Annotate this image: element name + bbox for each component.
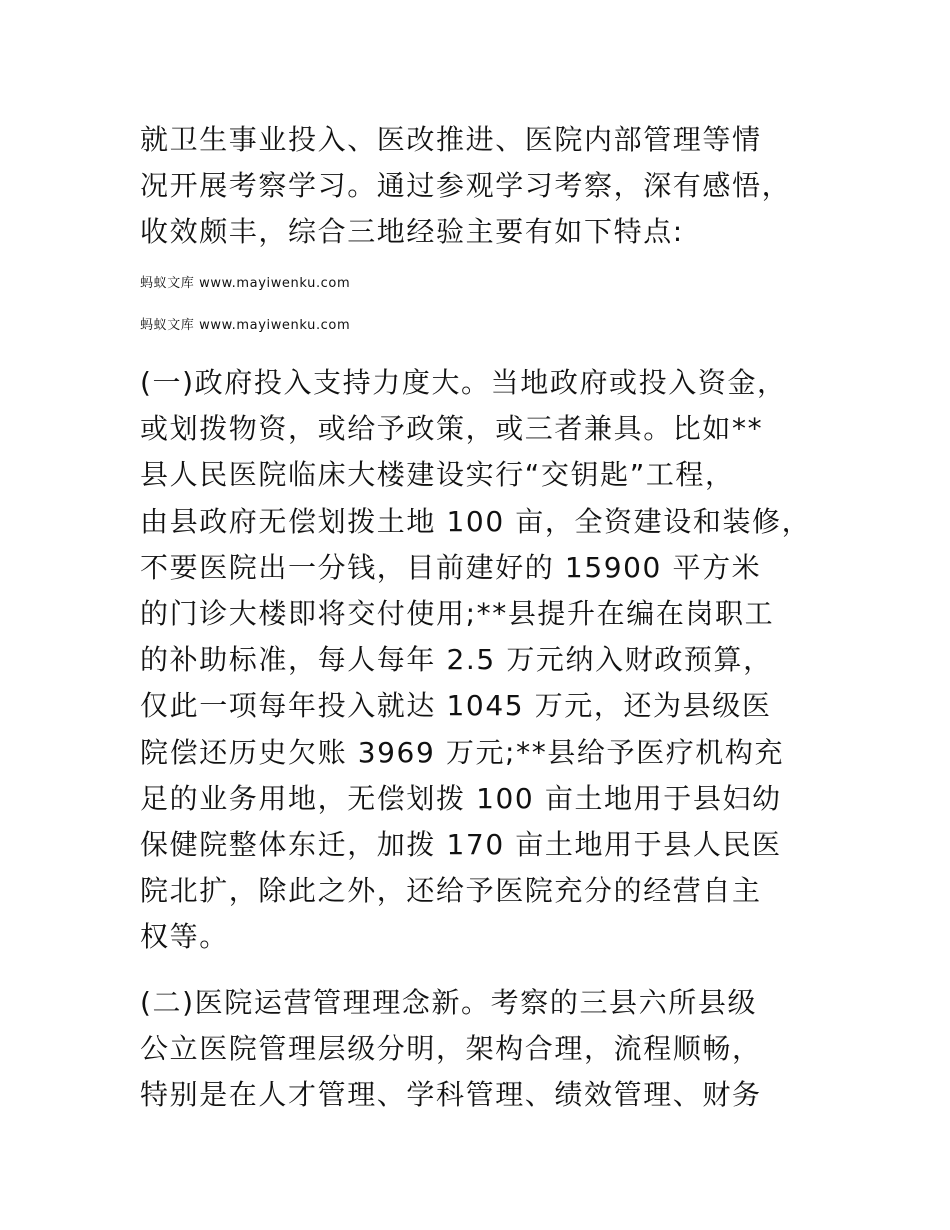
intro-line-3: 收效颇丰，综合三地经验主要有如下特点: bbox=[140, 215, 684, 248]
watermark-text: 蚂蚁文库 www.mayiwenku.com bbox=[140, 318, 351, 333]
section1-line-2: 或划拨物资，或给予政策，或三者兼具。比如** bbox=[140, 412, 764, 445]
watermark-text: 蚂蚁文库 www.mayiwenku.com bbox=[140, 276, 351, 291]
section1-line-6: 的门诊大楼即将交付使用;**县提升在编在岗职工 bbox=[140, 597, 775, 630]
section1-line-10: 足的业务用地，无偿划拨 100 亩土地用于县妇幼 bbox=[140, 782, 782, 815]
section1-line-4: 由县政府无偿划拨土地 100 亩，全资建设和装修， bbox=[140, 505, 812, 538]
intro-line-1: 就卫生事业投入、医改推进、医院内部管理等情 bbox=[140, 123, 762, 156]
intro-line-2: 况开展考察学习。通过参观学习考察，深有感悟， bbox=[140, 169, 792, 202]
section2-line-3: 特别是在人才管理、学科管理、绩效管理、财务 bbox=[140, 1078, 762, 1111]
section1-line-3: 县人民医院临床大楼建设实行“交钥匙”工程， bbox=[140, 458, 735, 491]
section2-line-1: (二)医院运营管理理念新。考察的三县六所县级 bbox=[140, 986, 758, 1019]
section1-line-5: 不要医院出一分钱，目前建好的 15900 平方米 bbox=[140, 551, 762, 584]
section1-line-13: 权等。 bbox=[140, 920, 229, 953]
section1-line-9: 院偿还历史欠账 3969 万元;**县给予医疗机构充 bbox=[140, 736, 785, 769]
section1-line-1: (一)政府投入支持力度大。当地政府或投入资金， bbox=[140, 366, 787, 399]
section1-line-11: 保健院整体东迁，加拨 170 亩土地用于县人民医 bbox=[140, 828, 782, 861]
section1-line-12: 院北扩，除此之外，还给予医院充分的经营自主 bbox=[140, 874, 762, 907]
section1-line-7: 的补助标准，每人每年 2.5 万元纳入财政预算， bbox=[140, 643, 773, 676]
section2-line-2: 公立医院管理层级分明，架构合理，流程顺畅， bbox=[140, 1032, 762, 1065]
section1-line-8: 仅此一项每年投入就达 1045 万元，还为县级医 bbox=[140, 689, 772, 722]
